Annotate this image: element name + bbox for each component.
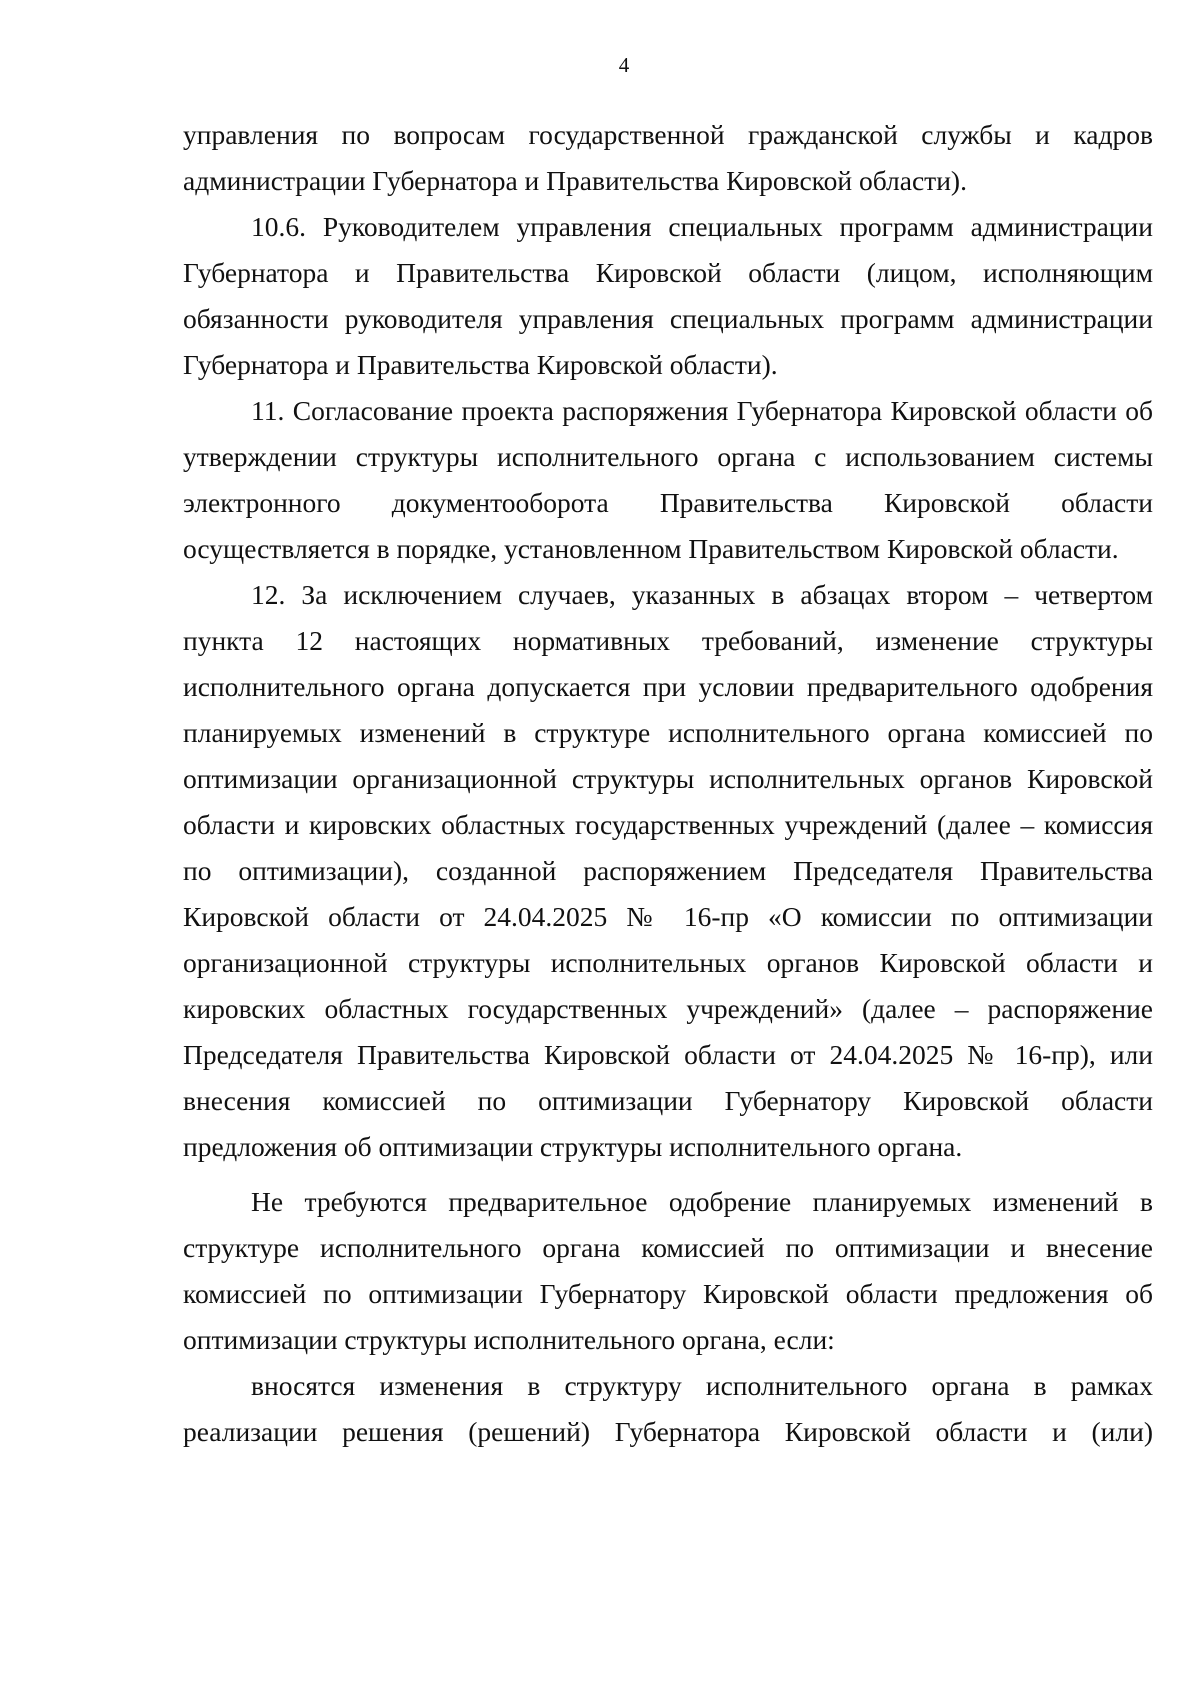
document-body [183, 112, 1153, 1455]
paragraph-continuation: управления по вопросам государственной гражданской службы и кадров администрации Губернатора и Правительства Кировской области). [183, 119, 1153, 196]
paragraph-first-exception: вносятся изменения в структуру исполнительного органа в рамках реализации решения (решений) Губернатора Кировской области и (или) [183, 1370, 1153, 1447]
paragraph-10-6: 10.6. Руководителем управления специальных программ администрации Губернатора и Правительства Кировской области (лицом, исполняющим обязанности руководителя управления специальных программ администрации Губернатора и Правительства Кировской области). [183, 211, 1153, 380]
paragraph-12: 12. За исключением случаев, указанных в абзацах втором – четвертом пункта 12 настоящих нормативных требований, изменение структуры исполнительного органа допускается при условии предварительного одобрения планируемых изменений в структуре исполнительного органа комиссией по оптимизации организационной структуры исполнительных органов Кировской области и кировских областных государственных учреждений (далее – комиссия по оптимизации), созданной распоряжением Председателя Правительства Кировской области от 24.04.2025 № 16-пр «О комиссии по оптимизации организационной структуры исполнительных органов Кировской области и кировских областных государственных учреждений» (далее – распоряжение Председателя Правительства Кировской области от 24.04.2025 № 16-пр), или внесения комиссией по оптимизации Губернатору Кировской области предложения об оптимизации структуры исполнительного органа. [183, 579, 1153, 1162]
paragraph-exceptions: Не требуются предварительное одобрение планируемых изменений в структуре исполнительного органа комиссией по оптимизации и внесение комиссией по оптимизации Губернатору Кировской области предложения об оптимизации структуры исполнительного органа, если: [183, 1186, 1153, 1355]
paragraph-11: 11. Согласование проекта распоряжения Губернатора Кировской области об утверждении структуры исполнительного органа с использованием системы электронного документооборота Правительства Кировской области осуществляется в порядке, установленном Правительством Кировской области. [183, 395, 1153, 564]
page-number: 4 [618, 53, 630, 77]
